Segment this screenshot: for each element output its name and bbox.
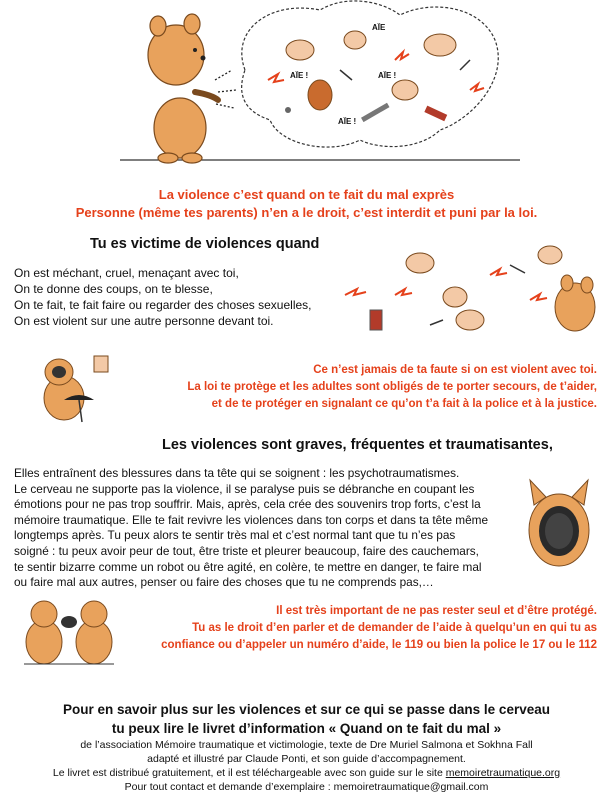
trauma-heading: Les violences sont graves, fréquentes et traumatisantes, [162, 437, 553, 453]
trauma-line-3: émotions pour ne pas trop souffrir. Mais, après, cela crée des souvenirs trop forts, c’est la [14, 497, 481, 512]
footer-big-line-1: Pour en savoir plus sur les violences et sur ce qui se passe dans le cerveau [63, 702, 550, 717]
trauma-line-6: soigné : tu peux avoir peur de tout, être triste et pleurer beaucoup, faire des cauchemars, [14, 543, 479, 558]
aie-label-2: AÏE ! [378, 71, 397, 80]
trauma-line-1: Elles entraînent des blessures dans ta tête qui se soignent : les psychotraumatismes. [14, 466, 460, 480]
help-line-2: Tu as le droit d’en parler et de demander de l’aide à quelqu’un en qui tu as [192, 622, 597, 634]
trauma-line-7: te sentir bizarre comme un robot ou être agité, en colère, te mettre en danger, te faire mal [14, 559, 482, 574]
bears-talking-illustration [14, 592, 124, 672]
trauma-line-2: Le cerveau ne supporte pas la violence, il se paralyse puis se débranche en coupant les [14, 481, 475, 496]
aie-label-3: AÏE ! [338, 117, 357, 126]
protection-line-3: et de te protéger en signalant ce qu’on t’a fait à la police et à la justice. [211, 398, 597, 410]
victim-line-2: On te donne des coups, on te blesse, [14, 282, 213, 296]
footer-heading [0, 700, 613, 738]
website-link[interactable]: memoiretraumatique.org [445, 767, 561, 779]
speech-bubble [242, 1, 499, 147]
aie-label-4: AÏE [372, 23, 386, 32]
footer-illustrator: adapté et illustré par Claude Ponti, et son guide d’accompagnement. [147, 753, 466, 765]
footer-contact: Pour tout contact et demande d’exemplaire : memoiretraumatique@gmail.com [124, 781, 489, 793]
footer-download [0, 766, 613, 780]
victim-line-1: On est méchant, cruel, menaçant avec toi, [14, 266, 239, 280]
footer-info [0, 738, 613, 794]
bear-illustration [148, 14, 218, 163]
intro-line-1: La violence c’est quand on te fait du mal exprès [158, 187, 455, 202]
aie-label-1: AÏE ! [290, 71, 309, 80]
flying-objects-illustration [325, 235, 605, 340]
victim-list [14, 265, 312, 329]
victim-line-3: On te fait, te fait faire ou regarder des choses sexuelles, [14, 298, 312, 312]
protection-line-2: La loi te protège et les adultes sont obligés de te porter secours, de t’aider, [187, 381, 597, 393]
trauma-paragraph [14, 466, 488, 591]
hero-illustration [0, 0, 613, 175]
head-scribble-illustration [522, 475, 597, 570]
protection-line-1: Ce n’est jamais de ta faute si on est violent avec toi. [313, 364, 597, 376]
trauma-line-5: longtemps après. Tu peux alors te sentir très mal et c’est normal tant que tu n’es pas [14, 528, 456, 543]
trauma-line-4: mémoire traumatique. Elle te fait revivre les violences dans ton corps et dans ta tête même [14, 512, 489, 527]
help-line-1: Il est très important de ne pas rester seul et d’être protégé. [276, 605, 597, 617]
victim-line-4: On est violent sur une autre personne devant toi. [14, 314, 274, 328]
help-statement [161, 603, 597, 654]
help-line-3: confiance ou d’appeler un numéro d’aide, le 119 ou bien la police le 17 ou le 112 [161, 639, 597, 651]
umbrella-bear-illustration [14, 350, 124, 430]
intro-line-2: Personne (même tes parents) n’en a le droit, c’est interdit et puni par la loi. [75, 205, 538, 220]
intro-definition [0, 186, 613, 222]
victim-heading: Tu es victime de violences quand [90, 236, 320, 252]
footer-download-text: Le livret est distribué gratuitement, et il est téléchargeable avec son guide sur le site [52, 767, 446, 779]
footer-credit: de l’association Mémoire traumatique et victimologie, texte de Dre Muriel Salmona et Sokhna Fall [80, 739, 533, 751]
footer-big-line-2: tu peux lire le livret d’information « Quand on te fait du mal » [111, 721, 502, 736]
trauma-line-8: ou faire mal aux autres, penser ou faire des choses que tu ne comprends pas,… [14, 575, 434, 590]
protection-statement [187, 362, 597, 413]
